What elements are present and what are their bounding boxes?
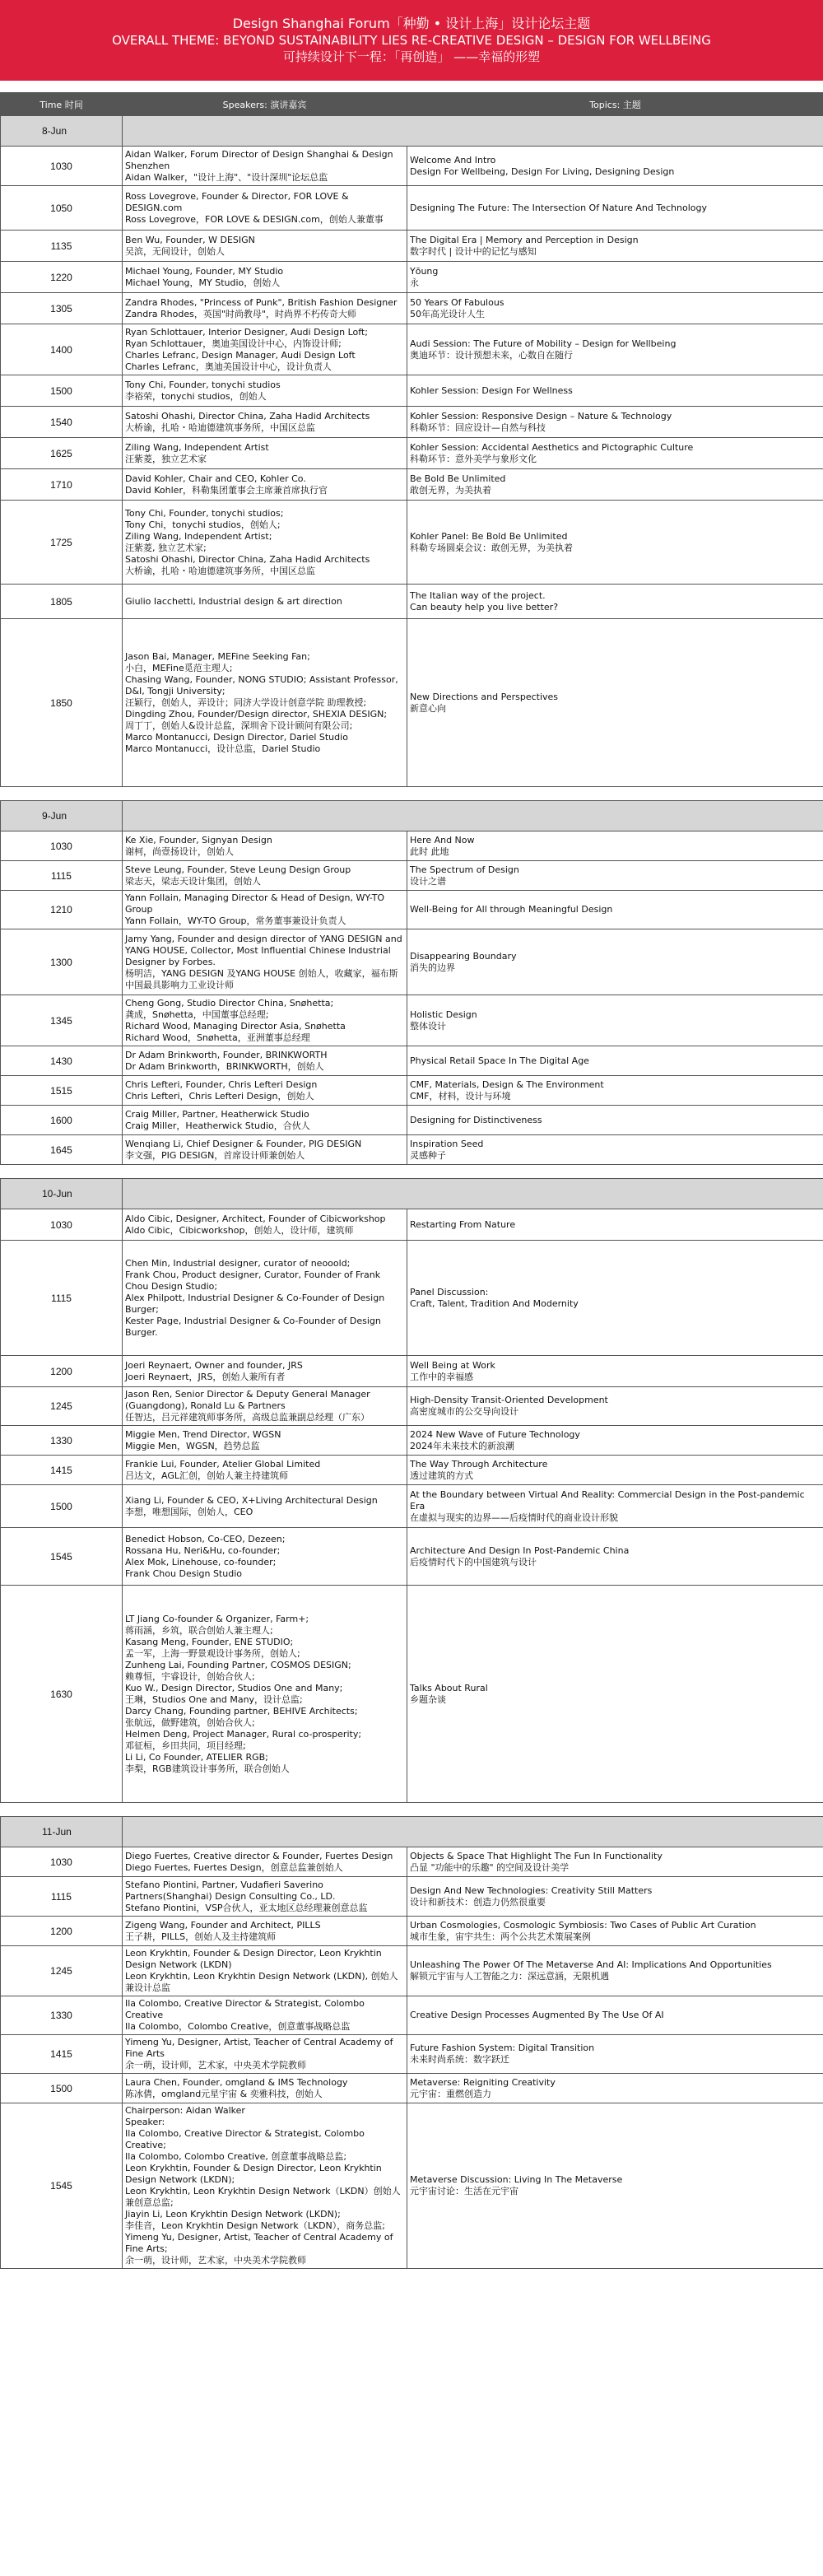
day-date: 11-Jun xyxy=(1,1817,123,1847)
day-header-fill xyxy=(123,1817,823,1847)
session-speakers: Ke Xie, Founder, Signyan Design 谢柯，尚壹扬设计，创始人 xyxy=(123,831,407,861)
session-time: 1050 xyxy=(1,186,123,231)
session-topic: 50 Years Of Fabulous 50年高光设计人生 xyxy=(407,293,823,324)
session-row xyxy=(1,1485,823,1528)
session-row xyxy=(1,1106,823,1135)
session-topic: Restarting From Nature xyxy=(407,1209,823,1241)
session-row xyxy=(1,1426,823,1456)
session-row xyxy=(1,1241,823,1356)
session-speakers: LT Jiang Co-founder & Organizer, Farm+; 蒋雨涵，乡筑，联合创始人兼主理人; Kasang Meng, Founder, ENE STUDIO; 孟一军，上海一野景观设计事务所，创始人; Zunheng Lai, Founding Partner, COSMOS DESIGN; 赖尊恒，宇睿设计，创始合伙人; Kuo W., Design Director, Studios One and Many; 王琳，Studios One and Many，设计总监; Darcy Chang, Founding partner, BEHIVE Architects; 张航远，做野建筑，创始合伙人; Helmen Deng, Project Manager, Rural co-prosperity; 邓征桓，乡田共同，项目经理; Li Li, Co Founder, ATELIER RGB; 李梨，RGB建筑设计事务所，联合创始人 xyxy=(123,1586,407,1803)
session-time: 1245 xyxy=(1,1387,123,1426)
session-topic: At the Boundary between Virtual And Reality: Commercial Design in the Post-pandemic Era 在虚拟与现实的边界——后疫情时代的商业设计形貌 xyxy=(407,1485,823,1528)
session-speakers: Xiang Li, Founder & CEO, X+Living Architectural Design 李想，唯想国际，创始人，CEO xyxy=(123,1485,407,1528)
day-header-fill xyxy=(123,1179,823,1209)
session-topic: Well-Being for All through Meaningful Design xyxy=(407,891,823,929)
session-speakers: Jason Ren, Senior Director & Deputy General Manager (Guangdong), Ronald Lu & Partners 任智达，吕元祥建筑师事务所，高级总监兼副总经理（广东） xyxy=(123,1387,407,1426)
session-row xyxy=(1,1847,823,1877)
session-row xyxy=(1,293,823,324)
session-time: 1625 xyxy=(1,438,123,469)
session-speakers: Giulio Iacchetti, Industrial design & art direction xyxy=(123,585,407,619)
session-time: 1805 xyxy=(1,585,123,619)
session-row xyxy=(1,831,823,861)
session-topic: Yōung 永 xyxy=(407,262,823,293)
session-speakers: Tony Chi, Founder, tonychi studios; Tony Chi，tonychi studios，创始人; Ziling Wang, Independent Artist; 汪紫菱, 独立艺术家; Satoshi Ohashi, Director China, Zaha Hadid Architects 大桥谕，扎哈・哈迪德建筑事务所，中国区总监 xyxy=(123,501,407,585)
session-topic: Kohler Session: Accidental Aesthetics and Pictographic Culture 科勒环节：意外美学与象形文化 xyxy=(407,438,823,469)
session-time: 1135 xyxy=(1,231,123,262)
session-speakers: Stefano Piontini, Partner, Vudafieri Saverino Partners(Shanghai) Design Consulting Co., LD. Stefano Piontini，VSP合伙人，亚太地区总经理兼创意总监 xyxy=(123,1877,407,1917)
session-topic: Disappearing Boundary 消失的边界 xyxy=(407,929,823,995)
session-time: 1515 xyxy=(1,1076,123,1106)
session-speakers: Diego Fuertes, Creative director & Founder, Fuertes Design Diego Fuertes, Fuertes Design，创意总监兼创始人 xyxy=(123,1847,407,1877)
day-spacer xyxy=(1,787,823,801)
day-header-row xyxy=(1,116,823,147)
session-row xyxy=(1,147,823,186)
session-row xyxy=(1,501,823,585)
session-topic: Kohler Panel: Be Bold Be Unlimited 科勒专场圆桌会议：敢创无界，为美执着 xyxy=(407,501,823,585)
day-spacer xyxy=(1,1165,823,1179)
session-time: 1245 xyxy=(1,1946,123,1996)
banner-title: Design Shanghai Forum「种勤 • 设计上海」设计论坛主题 xyxy=(232,16,591,31)
session-row xyxy=(1,324,823,375)
session-time: 1200 xyxy=(1,1917,123,1946)
session-time: 1500 xyxy=(1,375,123,407)
session-speakers: Miggie Men, Trend Director, WGSN Miggie Men，WGSN，趋势总监 xyxy=(123,1426,407,1456)
session-speakers: Joeri Reynaert, Owner and founder, JRS Joeri Reynaert，JRS，创始人兼所有者 xyxy=(123,1356,407,1387)
session-topic: Future Fashion System: Digital Transition 未来时尚系统：数字跃迁 xyxy=(407,2035,823,2074)
session-topic: Creative Design Processes Augmented By The Use Of AI xyxy=(407,1996,823,2035)
session-time: 1415 xyxy=(1,1456,123,1485)
session-topic: The Spectrum of Design 设计之谱 xyxy=(407,861,823,891)
session-speakers: Cheng Gong, Studio Director China, Snøhetta; 龚成，Snøhetta，中国董事总经理; Richard Wood, Managing Director Asia, Snøhetta Richard Wood，Snøhetta，亚洲董事总经理 xyxy=(123,995,407,1046)
session-speakers: Wenqiang Li, Chief Designer & Founder, PIG DESIGN 李文强，PIG DESIGN，首席设计师兼创始人 xyxy=(123,1135,407,1165)
banner-subtitle: 可持续设计下一程：「再创造」 ——幸福的形塑 xyxy=(282,49,541,64)
day-date: 8-Jun xyxy=(1,116,123,147)
day-header-row xyxy=(1,801,823,831)
day-spacer xyxy=(1,1803,823,1817)
session-row xyxy=(1,1996,823,2035)
session-speakers: Laura Chen, Founder, omgland & IMS Technology 陈冰倩，omgland元星宇宙 & 奕雅科技，创始人 xyxy=(123,2074,407,2103)
forum-banner xyxy=(0,0,823,81)
session-topic: Metaverse: Reigniting Creativity 元宇宙：重燃创造力 xyxy=(407,2074,823,2103)
session-topic: Talks About Rural 乡题杂谈 xyxy=(407,1586,823,1803)
session-time: 1430 xyxy=(1,1046,123,1076)
session-row xyxy=(1,1209,823,1241)
session-time: 1500 xyxy=(1,1485,123,1528)
session-time: 1030 xyxy=(1,1209,123,1241)
schedule-body xyxy=(1,116,823,2269)
session-topic: The Italian way of the project. Can beauty help you live better? xyxy=(407,585,823,619)
session-speakers: Jamy Yang, Founder and design director of YANG DESIGN and YANG HOUSE, Collector, Most Influential Chinese Industrial Designer by Forbes. 杨明洁，YANG DESIGN 及YANG HOUSE 创始人，收藏家，福布斯中国最具影响力工业设计师 xyxy=(123,929,407,995)
time-column-header: Time 时间 xyxy=(1,93,123,116)
session-time: 1545 xyxy=(1,2103,123,2269)
speakers-column-header: Speakers: 演讲嘉宾 xyxy=(123,93,407,116)
session-topic: Architecture And Design In Post-Pandemic China 后疫情时代下的中国建筑与设计 xyxy=(407,1528,823,1586)
day-header-row xyxy=(1,1179,823,1209)
session-row xyxy=(1,1946,823,1996)
session-row xyxy=(1,585,823,619)
session-speakers: Zandra Rhodes, "Princess of Punk", British Fashion Designer Zandra Rhodes，英国"时尚教母"，时尚界不朽传奇大师 xyxy=(123,293,407,324)
session-row xyxy=(1,1135,823,1165)
session-topic: High-Density Transit-Oriented Development 高密度城市的公交导向设计 xyxy=(407,1387,823,1426)
day-header-fill xyxy=(123,116,823,147)
day-header-row xyxy=(1,1817,823,1847)
session-row xyxy=(1,2035,823,2074)
session-speakers: Craig Miller, Partner, Heatherwick Studio Craig Miller，Heatherwick Studio，合伙人 xyxy=(123,1106,407,1135)
session-speakers: Ila Colombo, Creative Director & Strategist, Colombo Creative Ila Colombo，Colombo Creative，创意董事战略总监 xyxy=(123,1996,407,2035)
session-row xyxy=(1,1456,823,1485)
session-topic: Panel Discussion: Craft, Talent, Tradition And Modernity xyxy=(407,1241,823,1356)
session-time: 1630 xyxy=(1,1586,123,1803)
session-speakers: Aldo Cibic, Designer, Architect, Founder of Cibicworkshop Aldo Cibic，Cibicworkshop，创始人，设计师，建筑师 xyxy=(123,1209,407,1241)
banner-theme: OVERALL THEME: BEYOND SUSTAINABILITY LIES RE-CREATIVE DESIGN – DESIGN FOR WELLBEING xyxy=(112,33,711,48)
session-time: 1330 xyxy=(1,1426,123,1456)
session-speakers: Chen Min, Industrial designer, curator of neooold; Frank Chou, Product designer, Curator, Founder of Frank Chou Design Studio; Alex Philpott, Industrial Designer & Co-Founder of Design Burger; Kester Page, Industrial Designer & Co-Founder of Design Burger. xyxy=(123,1241,407,1356)
session-topic: Kohler Session: Responsive Design – Nature & Technology 科勒环节：回应设计—自然与科技 xyxy=(407,407,823,438)
session-time: 1305 xyxy=(1,293,123,324)
session-time: 1300 xyxy=(1,929,123,995)
session-time: 1545 xyxy=(1,1528,123,1586)
session-time: 1030 xyxy=(1,1847,123,1877)
session-row xyxy=(1,1877,823,1917)
session-topic: 2024 New Wave of Future Technology 2024年未来技术的新浪潮 xyxy=(407,1426,823,1456)
session-time: 1115 xyxy=(1,1241,123,1356)
session-time: 1030 xyxy=(1,831,123,861)
session-row xyxy=(1,1076,823,1106)
session-topic: Objects & Space That Highlight The Fun In Functionality 凸显 "功能中的乐趣" 的空间及设计美学 xyxy=(407,1847,823,1877)
session-time: 1725 xyxy=(1,501,123,585)
session-topic: Be Bold Be Unlimited 敢创无界，为美执着 xyxy=(407,469,823,501)
session-speakers: Ryan Schlottauer, Interior Designer, Audi Design Loft; Ryan Schlottauer，奥迪美国设计中心，内饰设计师; Charles Lefranc, Design Manager, Audi Design Loft Charles Lefranc，奥迪美国设计中心，设计负责人 xyxy=(123,324,407,375)
session-speakers: Chris Lefteri, Founder, Chris Lefteri Design Chris Lefteri，Chris Lefteri Design，创始人 xyxy=(123,1076,407,1106)
session-time: 1220 xyxy=(1,262,123,293)
session-topic: Designing for Distinctiveness xyxy=(407,1106,823,1135)
session-time: 1645 xyxy=(1,1135,123,1165)
session-row xyxy=(1,1586,823,1803)
session-topic: Physical Retail Space In The Digital Age xyxy=(407,1046,823,1076)
session-speakers: Ross Lovegrove, Founder & Director, FOR LOVE & DESIGN.com Ross Lovegrove，FOR LOVE & DESIGN.com，创始人兼董事 xyxy=(123,186,407,231)
session-time: 1600 xyxy=(1,1106,123,1135)
table-header-row xyxy=(1,93,823,116)
session-speakers: Yimeng Yu, Designer, Artist, Teacher of Central Academy of Fine Arts 余一萌，设计师，艺术家，中央美术学院教师 xyxy=(123,2035,407,2074)
session-row xyxy=(1,2103,823,2269)
session-row xyxy=(1,231,823,262)
session-row xyxy=(1,619,823,787)
session-row xyxy=(1,1356,823,1387)
session-time: 1400 xyxy=(1,324,123,375)
session-speakers: Chairperson: Aidan Walker Speaker: Ila Colombo, Creative Director & Strategist, Colombo Creative; Ila Colombo, Colombo Creative, 创意董事战略总监; Leon Krykhtin, Founder & Design Director, Leon Krykhtin Design Network (LKDN); Leon Krykhtin, Leon Krykhtin Design Network（LKDN）创始人兼创意总监; Jiayin Li, Leon Krykhtin Design Network (LKDN); 李佳音，Leon Krykhtin Design Network（LKDN），商务总监; Yimeng Yu, Designer, Artist, Teacher of Central Academy of Fine Arts; 余一萌，设计师，艺术家，中央美术学院教师 xyxy=(123,2103,407,2269)
session-time: 1500 xyxy=(1,2074,123,2103)
session-topic: Well Being at Work 工作中的幸福感 xyxy=(407,1356,823,1387)
session-row xyxy=(1,375,823,407)
session-topic: The Digital Era | Memory and Perception in Design 数字时代 | 设计中的记忆与感知 xyxy=(407,231,823,262)
session-row xyxy=(1,1387,823,1426)
day-date: 9-Jun xyxy=(1,801,123,831)
session-speakers: Frankie Lui, Founder, Atelier Global Limited 吕达文，AGL汇创，创始人兼主持建筑师 xyxy=(123,1456,407,1485)
session-row xyxy=(1,2074,823,2103)
session-time: 1850 xyxy=(1,619,123,787)
session-topic: Kohler Session: Design For Wellness xyxy=(407,375,823,407)
session-topic: Holistic Design 整体设计 xyxy=(407,995,823,1046)
banner-gap xyxy=(0,81,823,92)
session-speakers: David Kohler, Chair and CEO, Kohler Co. David Kohler，科勒集团董事会主席兼首席执行官 xyxy=(123,469,407,501)
session-row xyxy=(1,407,823,438)
session-topic: Designing The Future: The Intersection Of Nature And Technology xyxy=(407,186,823,231)
day-date: 10-Jun xyxy=(1,1179,123,1209)
session-speakers: Michael Young, Founder, MY Studio Michael Young，MY Studio，创始人 xyxy=(123,262,407,293)
session-topic: Welcome And Intro Design For Wellbeing, Design For Living, Designing Design xyxy=(407,147,823,186)
session-speakers: Dr Adam Brinkworth, Founder, BRINKWORTH Dr Adam Brinkworth，BRINKWORTH，创始人 xyxy=(123,1046,407,1076)
session-row xyxy=(1,1046,823,1076)
session-speakers: Benedict Hobson, Co-CEO, Dezeen; Rossana Hu, Neri&Hu, co-founder; Alex Mok, Linehouse, co-founder; Frank Chou Design Studio xyxy=(123,1528,407,1586)
session-topic: Here And Now 此时 此地 xyxy=(407,831,823,861)
session-speakers: Satoshi Ohashi, Director China, Zaha Hadid Architects 大桥谕，扎哈・哈迪德建筑事务所，中国区总监 xyxy=(123,407,407,438)
session-speakers: Aidan Walker, Forum Director of Design Shanghai & Design Shenzhen Aidan Walker，"设计上海"、"设计深圳"论坛总监 xyxy=(123,147,407,186)
session-topic: New Directions and Perspectives 新意心向 xyxy=(407,619,823,787)
session-row xyxy=(1,469,823,501)
session-time: 1030 xyxy=(1,147,123,186)
session-speakers: Leon Krykhtin, Founder & Design Director, Leon Krykhtin Design Network (LKDN) Leon Krykhtin, Leon Krykhtin Design Network (LKDN), 创始人兼设计总监 xyxy=(123,1946,407,1996)
session-time: 1330 xyxy=(1,1996,123,2035)
day-header-fill xyxy=(123,801,823,831)
session-row xyxy=(1,438,823,469)
session-speakers: Ziling Wang, Independent Artist 汪紫菱，独立艺术家 xyxy=(123,438,407,469)
session-row xyxy=(1,995,823,1046)
session-topic: Design And New Technologies: Creativity Still Matters 设计和新技术：创造力仍然很重要 xyxy=(407,1877,823,1917)
session-time: 1415 xyxy=(1,2035,123,2074)
session-row xyxy=(1,1917,823,1946)
session-row xyxy=(1,861,823,891)
session-row xyxy=(1,1528,823,1586)
session-time: 1345 xyxy=(1,995,123,1046)
session-time: 1115 xyxy=(1,1877,123,1917)
session-topic: The Way Through Architecture 透过建筑的方式 xyxy=(407,1456,823,1485)
session-topic: Unleashing The Power Of The Metaverse And AI: Implications And Opportunities 解锁元宇宙与人工智能之力：深远意涵，无限机遇 xyxy=(407,1946,823,1996)
session-time: 1200 xyxy=(1,1356,123,1387)
session-time: 1115 xyxy=(1,861,123,891)
session-topic: Inspiration Seed 灵感种子 xyxy=(407,1135,823,1165)
session-speakers: Zigeng Wang, Founder and Architect, PILLS 王子耕，PILLS，创始人及主持建筑师 xyxy=(123,1917,407,1946)
session-topic: Metaverse Discussion: Living In The Metaverse 元宇宙讨论：生活在元宇宙 xyxy=(407,2103,823,2269)
session-time: 1710 xyxy=(1,469,123,501)
schedule-table xyxy=(0,92,823,2269)
session-topic: Urban Cosmologies, Cosmologic Symbiosis: Two Cases of Public Art Curation 城市生象，宙宇共生：两个公共艺术策展案例 xyxy=(407,1917,823,1946)
session-speakers: Steve Leung, Founder, Steve Leung Design Group 梁志天，梁志天设计集团，创始人 xyxy=(123,861,407,891)
session-speakers: Jason Bai, Manager, MEFine Seeking Fan; 小白，MEFine觅范主理人; Chasing Wang, Founder, NONG STUDIO; Assistant Professor, D&I, Tongji University; 汪颖行，创始人，弄设计；同济大学设计创意学院 助理教授; Dingding Zhou, Founder/Design director, SHEXIA DESIGN; 周丁丁，创始人&设计总监，深圳舍下设计顾问有限公司; Marco Montanucci, Design Director, Dariel Studio Marco Montanucci，设计总监，Dariel Studio xyxy=(123,619,407,787)
session-topic: CMF, Materials, Design & The Environment CMF，材料，设计与环境 xyxy=(407,1076,823,1106)
session-topic: Audi Session: The Future of Mobility – Design for Wellbeing 奥迪环节：设计预想未来，心数自在随行 xyxy=(407,324,823,375)
session-speakers: Ben Wu, Founder, W DESIGN 吴滨，无间设计，创始人 xyxy=(123,231,407,262)
session-row xyxy=(1,929,823,995)
session-row xyxy=(1,262,823,293)
session-speakers: Tony Chi, Founder, tonychi studios 李裕荣，tonychi studios，创始人 xyxy=(123,375,407,407)
session-row xyxy=(1,186,823,231)
session-time: 1210 xyxy=(1,891,123,929)
session-time: 1540 xyxy=(1,407,123,438)
topics-column-header: Topics: 主题 xyxy=(407,93,823,116)
session-row xyxy=(1,891,823,929)
session-speakers: Yann Follain, Managing Director & Head of Design, WY-TO Group Yann Follain，WY-TO Group，常务董事兼设计负责人 xyxy=(123,891,407,929)
